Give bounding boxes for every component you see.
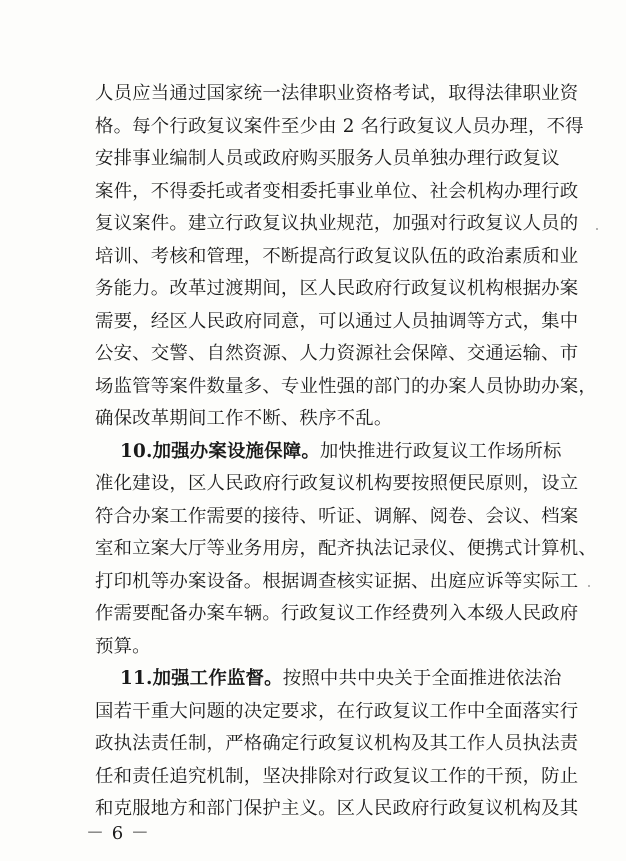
text-line: 任和责任追究机制，坚决排除对行政复议工作的干预，防止 [95,766,579,787]
section-10-heading: 10.加强办案设施保障。 [120,441,320,462]
text-line: 场监管等案件数量多、专业性强的部门的办案人员协助办案， [95,376,597,397]
scan-speck [596,228,598,230]
text-line: 安排事业编制人员或政府购买服务人员单独办理行政复议 [95,148,560,169]
text-line: 复议案件。建立行政复议执业规范，加强对行政复议人员的 [95,213,579,234]
text-line: 确保改革期间工作不断、秩序不乱。 [95,408,393,429]
text-line: 人员应当通过国家统一法律职业资格考试，取得法律职业资 [95,83,579,104]
text-line: 需要，经区人民政府同意，可以通过人员抽调等方式，集中 [95,311,579,332]
text-line: 预算。 [95,636,151,657]
section-11-first-line [120,667,562,691]
text-line: 作需要配备办案车辆。行政复议工作经费列入本级人民政府 [95,603,579,624]
text-line: 公安、交警、自然资源、人力资源社会保障、交通运输、市 [95,343,579,364]
page-number: － 6 － [86,823,150,844]
text-line: 准化建设，区人民政府行政复议机构要按照便民原则，设立 [95,473,579,494]
text-line: 国若干重大问题的决定要求，在行政复议工作中全面落实行 [95,701,579,722]
text-line: 培训、考核和管理，不断提高行政复议队伍的政治素质和业 [95,246,579,267]
section-10-first-line-text: 加快推进行政复议工作场所标 [319,441,562,462]
section-11-heading: 11.加强工作监督。 [120,668,283,689]
section-11-first-line-text: 按照中共中央关于全面推进依法治 [282,668,562,689]
text-line: 符合办案工作需要的接待、听证、调解、阅卷、会议、档案 [95,506,579,527]
text-line: 务能力。改革过渡期间，区人民政府行政复议机构根据办案 [95,278,579,299]
scan-speck [588,585,590,587]
section-10-first-line [120,440,562,464]
text-line: 室和立案大厅等业务用房，配齐执法记录仪、便携式计算机、 [95,538,597,559]
text-line: 案件，不得委托或者变相委托事业单位、社会机构办理行政 [95,181,579,202]
text-line: 格。每个行政复议案件至少由 2 名行政复议人员办理，不得 [95,116,584,137]
text-line: 政执法责任制，严格确定行政复议机构及其工作人员执法责 [95,733,579,754]
text-line: 和克服地方和部门保护主义。区人民政府行政复议机构及其 [95,798,579,819]
text-line: 打印机等办案设备。根据调查核实证据、出庭应诉等实际工 [95,571,579,592]
